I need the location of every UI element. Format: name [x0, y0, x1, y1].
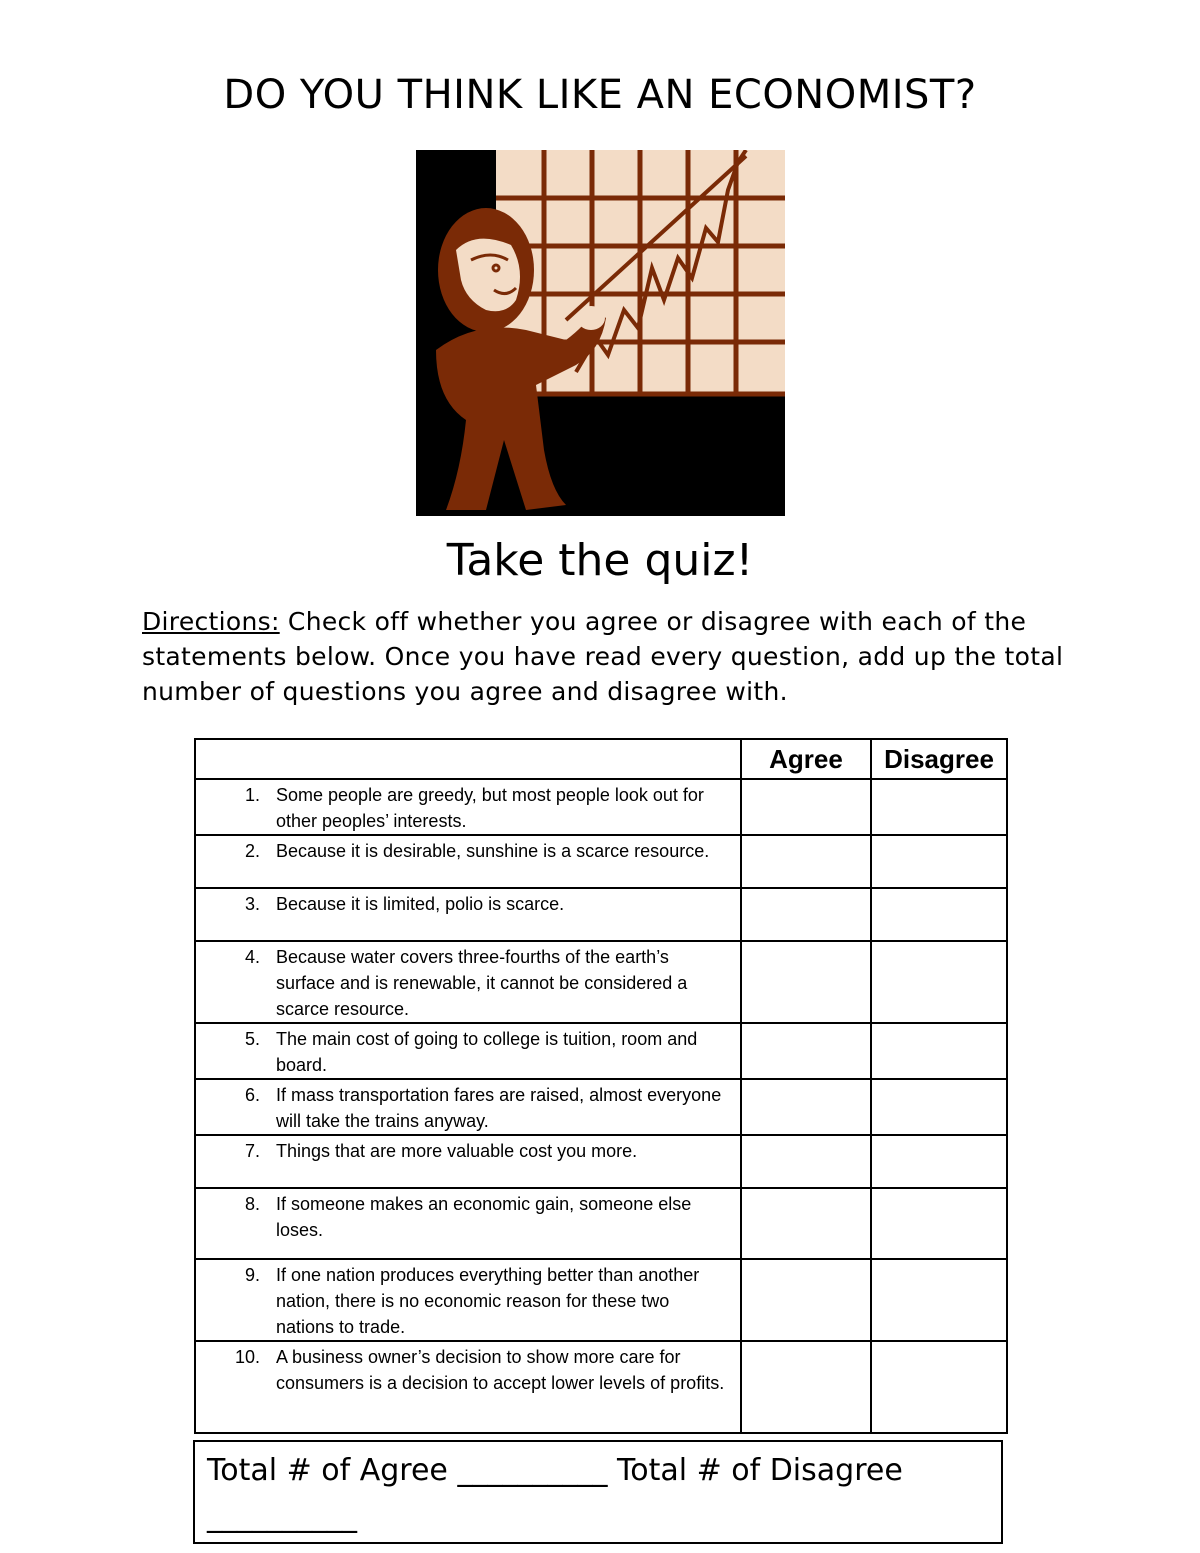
total-disagree-blank[interactable]: __________: [207, 1499, 357, 1534]
question-number: 9.: [244, 1265, 260, 1285]
header-agree: Agree: [741, 739, 871, 779]
subtitle: Take the quiz!: [446, 535, 754, 586]
disagree-checkbox-cell[interactable]: [871, 779, 1007, 835]
agree-checkbox-cell[interactable]: [741, 941, 871, 1023]
page-title: DO YOU THINK LIKE AN ECONOMIST?: [223, 72, 977, 118]
question-text: The main cost of going to college is tuition, room and board.: [276, 1029, 698, 1075]
disagree-checkbox-cell[interactable]: [871, 941, 1007, 1023]
agree-checkbox-cell[interactable]: [741, 1023, 871, 1079]
table-row: [195, 888, 1007, 941]
question-text: Things that are more valuable cost you more.: [276, 1141, 638, 1161]
totals-box: [193, 1440, 1003, 1544]
question-number: 5.: [244, 1029, 260, 1049]
table-row: [195, 1341, 1007, 1433]
table-row: [195, 1135, 1007, 1188]
directions-text: Check off whether you agree or disagree with each of the statements below. Once you have read every question, add up the total number of questions you agree and disagree with.: [142, 607, 1064, 706]
question-text: If one nation produces everything better than another nation, there is no economic reason for these two nations to trade.: [276, 1265, 700, 1337]
question-number: 6.: [244, 1085, 260, 1105]
economist-illustration: [416, 150, 785, 516]
disagree-checkbox-cell[interactable]: [871, 835, 1007, 888]
disagree-checkbox-cell[interactable]: [871, 1079, 1007, 1135]
table-row: [195, 1188, 1007, 1259]
table-row: [195, 1079, 1007, 1135]
table-row: [195, 1259, 1007, 1341]
question-number: 8.: [244, 1194, 260, 1214]
header-statement: [195, 739, 741, 779]
table-row: [195, 941, 1007, 1023]
table-row: [195, 779, 1007, 835]
agree-checkbox-cell[interactable]: [741, 1135, 871, 1188]
agree-checkbox-cell[interactable]: [741, 779, 871, 835]
disagree-checkbox-cell[interactable]: [871, 1023, 1007, 1079]
question-text: Because it is desirable, sunshine is a scarce resource.: [276, 841, 710, 861]
question-text: Because it is limited, polio is scarce.: [276, 894, 565, 914]
question-text: Some people are greedy, but most people look out for other peoples’ interests.: [276, 785, 704, 831]
question-number: 2.: [244, 841, 260, 861]
agree-checkbox-cell[interactable]: [741, 1259, 871, 1341]
total-disagree-label: Total # of Disagree: [616, 1453, 903, 1488]
table-row: [195, 835, 1007, 888]
table-header-row: [195, 739, 1007, 779]
agree-checkbox-cell[interactable]: [741, 1079, 871, 1135]
quiz-table: [194, 738, 1008, 1434]
agree-checkbox-cell[interactable]: [741, 888, 871, 941]
question-number: 4.: [244, 947, 260, 967]
agree-checkbox-cell[interactable]: [741, 1341, 871, 1433]
question-text: Because water covers three-fourths of the earth’s surface and is renewable, it cannot be considered a scarce resource.: [276, 947, 688, 1019]
disagree-checkbox-cell[interactable]: [871, 1135, 1007, 1188]
table-row: [195, 1023, 1007, 1079]
directions: [142, 604, 1072, 709]
disagree-checkbox-cell[interactable]: [871, 1188, 1007, 1259]
question-number: 1.: [244, 785, 260, 805]
question-number: 3.: [244, 894, 260, 914]
total-agree-label: Total # of Agree: [207, 1453, 448, 1488]
total-agree-blank[interactable]: __________: [457, 1453, 608, 1488]
question-number: 7.: [244, 1141, 260, 1161]
question-text: A business owner’s decision to show more care for consumers is a decision to accept lower levels of profits.: [276, 1347, 725, 1393]
question-text: If someone makes an economic gain, someone else loses.: [276, 1194, 692, 1240]
question-number: 10.: [234, 1347, 260, 1367]
agree-checkbox-cell[interactable]: [741, 1188, 871, 1259]
disagree-checkbox-cell[interactable]: [871, 1259, 1007, 1341]
directions-label: Directions:: [142, 607, 280, 636]
header-disagree: Disagree: [871, 739, 1007, 779]
agree-checkbox-cell[interactable]: [741, 835, 871, 888]
question-text: If mass transportation fares are raised, almost everyone will take the trains anyway.: [276, 1085, 722, 1131]
disagree-checkbox-cell[interactable]: [871, 1341, 1007, 1433]
disagree-checkbox-cell[interactable]: [871, 888, 1007, 941]
